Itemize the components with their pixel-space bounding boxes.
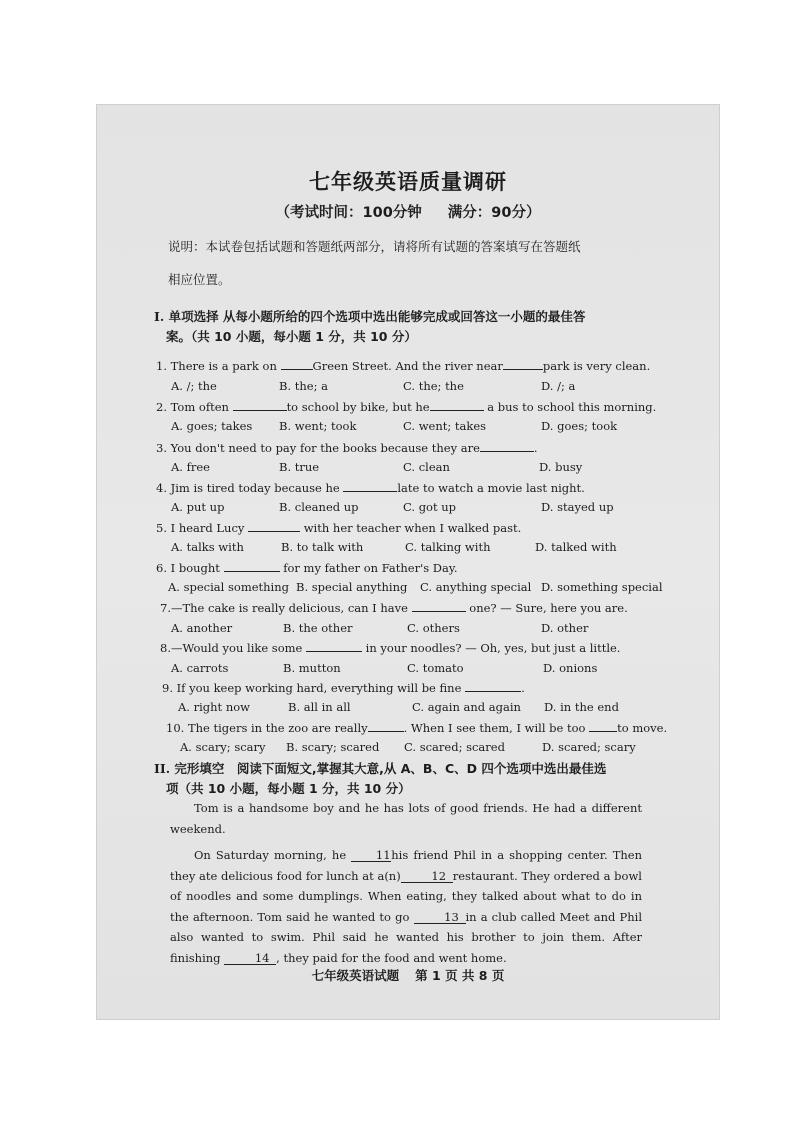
- exam-title: 七年级英语质量调研: [309, 170, 507, 194]
- cloze-text-2: his friend Phil in a shopping center. Then they ate delicious food for lunch at a(n): [170, 848, 642, 883]
- q3-option-b: B. true: [279, 460, 320, 474]
- exam-paper: [96, 104, 720, 1020]
- q8-text-a: 8.—Would you like some: [160, 641, 306, 655]
- q2-blank-1: [233, 399, 287, 411]
- instructions-line2: 相应位置。: [168, 272, 231, 287]
- q10-blank-2: [589, 720, 617, 732]
- q4-blank-1: [343, 480, 397, 492]
- q2-text-b: to school by bike, but he: [286, 400, 430, 414]
- cloze-paragraph-1: Tom is a handsome boy and he has lots of good friends. He had a different weekend.: [170, 801, 642, 836]
- q1-option-b: B. the; a: [279, 379, 328, 393]
- q8-option-a: A. carrots: [171, 661, 229, 675]
- q1-option-d: D. /; a: [541, 379, 576, 393]
- q10-option-c: C. scared; scared: [404, 740, 505, 754]
- q3-blank-1: [480, 440, 534, 452]
- question-5: [156, 520, 521, 535]
- q10-text-c: to move.: [617, 721, 668, 735]
- q7-text-b: one? — Sure, here you are.: [465, 601, 628, 615]
- q4-option-b: B. cleaned up: [279, 500, 359, 514]
- q1-text-b: Green Street. And the river near: [312, 359, 503, 373]
- section1-title-line2: 案。（共 10 小题，每小题 1 分，共 10 分）: [166, 329, 417, 344]
- q8-text-b: in your noodles? — Oh, yes, but just a little.: [362, 641, 621, 655]
- q9-option-c: C. again and again: [412, 700, 521, 714]
- question-4: [156, 480, 585, 495]
- q10-option-a: A. scary; scary: [180, 740, 266, 754]
- q6-option-d: D. something special: [541, 580, 663, 594]
- q10-text-b: . When I see them, I will be too: [403, 721, 590, 735]
- q7-option-a: A. another: [171, 621, 233, 635]
- q8-option-d: D. onions: [543, 661, 598, 675]
- q9-option-d: D. in the end: [544, 700, 619, 714]
- exam-time: （考试时间：100分钟: [275, 205, 422, 221]
- q2-text-c: a bus to school this morning.: [483, 400, 657, 414]
- cloze-paragraph-2: [170, 845, 642, 968]
- section1-heading: [154, 307, 654, 347]
- section2-number: II.: [154, 761, 171, 776]
- cloze-text-4: in a club called Meet and Phil also wanted to swim. Phil said he wanted his brother to join them. After finishing: [170, 909, 642, 965]
- question-7: [160, 600, 628, 615]
- q8-blank-1: [306, 640, 362, 652]
- cloze-text-5: , they paid for the food and went home.: [276, 950, 507, 965]
- q2-blank-2: [430, 399, 484, 411]
- q3-text-a: 3. You don't need to pay for the books because they are: [156, 441, 480, 455]
- q6-option-c: C. anything special: [420, 580, 532, 594]
- section2-heading: [154, 759, 674, 799]
- q4-option-c: C. got up: [403, 500, 457, 514]
- question-6: [156, 560, 458, 575]
- section2-title-line2: 项（共 10 小题，每小题 1 分，共 10 分）: [166, 781, 411, 796]
- q5-option-c: C. talking with: [405, 540, 491, 554]
- q6-option-b: B. special anything: [296, 580, 408, 594]
- q9-blank-1: [465, 680, 521, 692]
- cloze-passage: [170, 798, 642, 968]
- question-10: [166, 720, 667, 735]
- q2-option-c: C. went; takes: [403, 419, 487, 433]
- q1-text-c: park is very clean.: [542, 359, 651, 373]
- section1-number: I.: [154, 309, 165, 324]
- q5-blank-1: [248, 520, 300, 532]
- q9-text-a: 9. If you keep working hard, everything will be fine: [162, 681, 466, 695]
- cloze-text-1: On Saturday morning, he: [194, 848, 352, 862]
- q1-blank-1: [281, 358, 313, 370]
- cloze-blank-13: 13: [414, 911, 466, 924]
- q9-option-b: B. all in all: [288, 700, 351, 714]
- q3-text-b: .: [533, 441, 538, 455]
- q9-option-a: A. right now: [178, 700, 251, 714]
- footer-page-number: 第 1 页 共 8 页: [415, 968, 505, 983]
- q6-text-a: 6. I bought: [156, 561, 224, 575]
- full-score: 满分：90分）: [447, 205, 541, 221]
- q10-text-a: 10. The tigers in the zoo are really: [166, 721, 368, 735]
- q8-option-c: C. tomato: [407, 661, 464, 675]
- cloze-blank-11: 11: [351, 849, 391, 862]
- cloze-blank-14: 14: [224, 952, 276, 965]
- q10-blank-1: [368, 720, 404, 732]
- q6-option-a: A. special something: [168, 580, 290, 594]
- cloze-text-3: restaurant. They ordered a bowl of noodles and some dumplings. When eating, they talked about what to do in the afternoon. Tom said he wanted to go: [170, 868, 642, 924]
- q7-text-a: 7.—The cake is really delicious, can I have: [160, 601, 412, 615]
- question-9: [162, 680, 525, 695]
- question-3: [156, 440, 538, 455]
- q1-option-a: A. /; the: [171, 379, 217, 393]
- q1-option-c: C. the; the: [403, 379, 464, 393]
- q4-option-a: A. put up: [171, 500, 225, 514]
- q2-text-a: 2. Tom often: [156, 400, 233, 414]
- q5-text-a: 5. I heard Lucy: [156, 521, 249, 535]
- q6-blank-1: [224, 560, 280, 572]
- q8-option-b: B. mutton: [283, 661, 341, 675]
- q10-option-d: D. scared; scary: [542, 740, 636, 754]
- q4-text-b: late to watch a movie last night.: [397, 481, 585, 495]
- q2-option-b: B. went; took: [279, 419, 357, 433]
- q9-text-b: .: [521, 681, 525, 695]
- q4-text-a: 4. Jim is tired today because he: [156, 481, 344, 495]
- q7-option-b: B. the other: [283, 621, 353, 635]
- q6-text-b: for my father on Father's Day.: [279, 561, 458, 575]
- question-2: [156, 399, 656, 414]
- q1-blank-2: [503, 358, 543, 370]
- q4-option-d: D. stayed up: [541, 500, 614, 514]
- question-8: [160, 640, 620, 655]
- q3-option-a: A. free: [171, 460, 210, 474]
- footer-subject: 七年级英语试题: [311, 968, 400, 983]
- q7-blank-1: [412, 600, 466, 612]
- q7-option-c: C. others: [407, 621, 460, 635]
- cloze-blank-12: 12: [401, 870, 453, 883]
- q2-option-d: D. goes; took: [541, 419, 618, 433]
- q5-option-d: D. talked with: [535, 540, 617, 554]
- page-footer: [96, 966, 720, 984]
- q5-text-b: with her teacher when I walked past.: [300, 521, 522, 535]
- q10-option-b: B. scary; scared: [286, 740, 380, 754]
- q2-option-a: A. goes; takes: [171, 419, 253, 433]
- q7-option-d: D. other: [541, 621, 589, 635]
- instructions-line1: 说明：本试卷包括试题和答题纸两部分，请将所有试题的答案填写在答题纸: [168, 239, 581, 254]
- q3-option-d: D. busy: [539, 460, 583, 474]
- q5-option-b: B. to talk with: [281, 540, 364, 554]
- q3-option-c: C. clean: [403, 460, 450, 474]
- exam-info: [96, 201, 720, 222]
- section2-title-line1: 完形填空 阅读下面短文,掌握其大意,从 A、B、C、D 四个选项中选出最佳选: [174, 761, 607, 776]
- question-1: [156, 358, 650, 373]
- q1-text-a: 1. There is a park on: [156, 359, 281, 373]
- section1-title-line1: 单项选择 从每小题所给的四个选项中选出能够完成或回答这一小题的最佳答: [168, 309, 586, 324]
- q5-option-a: A. talks with: [171, 540, 244, 554]
